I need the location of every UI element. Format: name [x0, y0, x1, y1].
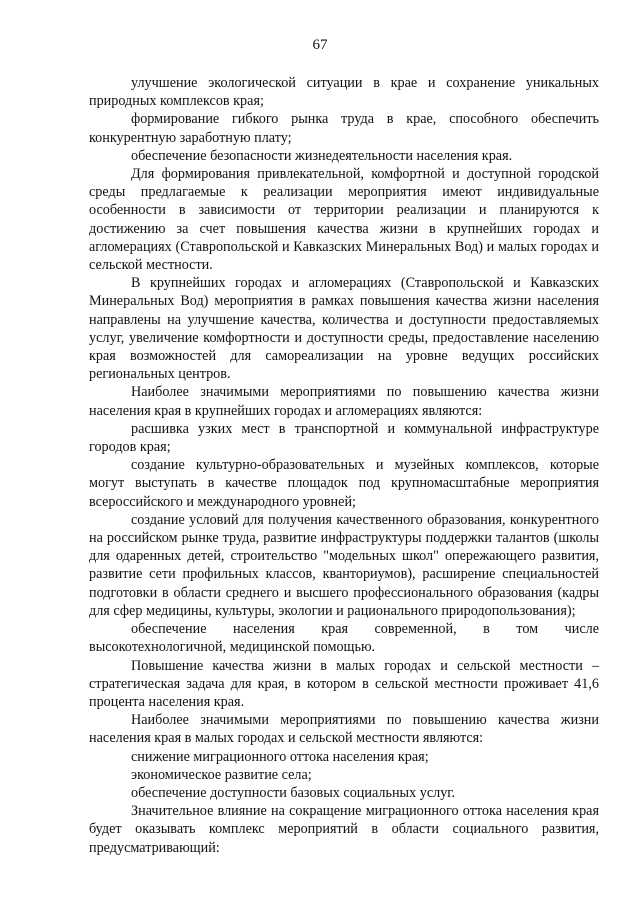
paragraph: Наиболее значимыми мероприятиями по повышению качества жизни населения края в крупнейших городах и агломерациях являются: [89, 384, 599, 419]
paragraph: формирование гибкого рынка труда в крае, способного обеспечить конкурентную заработную плату; [89, 111, 599, 146]
body-text [89, 74, 599, 857]
paragraph: создание условий для получения качественного образования, конкурентного на российском рынке труда, развитие инфраструктуры поддержки талантов (школы для одаренных детей, строительство "модельных школ" опережающего развития, развитие сети профильных классов, кванториумов), расширение специальностей подготовки в области среднего и высшего профессионального образования (кадры для сфер медицины, культуры, экологии и рационального природопользования); [89, 511, 599, 619]
paragraph: обеспечение населения края современной, в том числе высокотехнологичной, медицинской помощью. [89, 621, 599, 656]
paragraph: Наиболее значимыми мероприятиями по повышению качества жизни населения края в малых городах и сельской местности являются: [89, 712, 599, 747]
paragraph: В крупнейших городах и агломерациях (Ставропольской и Кавказских Минеральных Вод) мероприятия в рамках повышения качества жизни населения направлены на улучшение качества, количества и доступности предоставляемых услуг, увеличение комфортности и доступности среды, предоставление населению края возможностей для самореализации на уровне ведущих российских региональных центров. [89, 275, 599, 383]
paragraph: Значительное влияние на сокращение миграционного оттока населения края будет оказывать комплекс мероприятий в области социального развития, предусматривающий: [89, 803, 599, 856]
paragraph: обеспечение доступности базовых социальных услуг. [131, 784, 456, 801]
paragraph: снижение миграционного оттока населения края; [131, 748, 429, 765]
page-number: 67 [312, 37, 328, 53]
paragraph: обеспечение безопасности жизнедеятельности населения края. [131, 147, 513, 164]
paragraph: создание культурно-образовательных и музейных комплексов, которые могут выступать в качестве площадок под крупномасштабные мероприятия всероссийского и международного уровней; [89, 457, 599, 510]
paragraph: Для формирования привлекательной, комфортной и доступной городской среды предлагаемые к реализации мероприятия имеют индивидуальные особенности в зависимости от территории реализации и планируются к достижению за счет повышения качества жизни в крупнейших городах и агломерациях (Ставропольской и Кавказских Минеральных Вод) и малых городах и сельской местности. [89, 166, 599, 274]
paragraph: расшивка узких мест в транспортной и коммунальной инфраструктуре городов края; [89, 420, 599, 456]
paragraph: экономическое развитие села; [131, 766, 312, 783]
paragraph: улучшение экологической ситуации в крае и сохранение уникальных природных комплексов края; [89, 75, 599, 110]
paragraph: Повышение качества жизни в малых городах и сельской местности – стратегическая задача для края, в котором в сельской местности проживает 41,6 процента населения края. [89, 657, 599, 710]
